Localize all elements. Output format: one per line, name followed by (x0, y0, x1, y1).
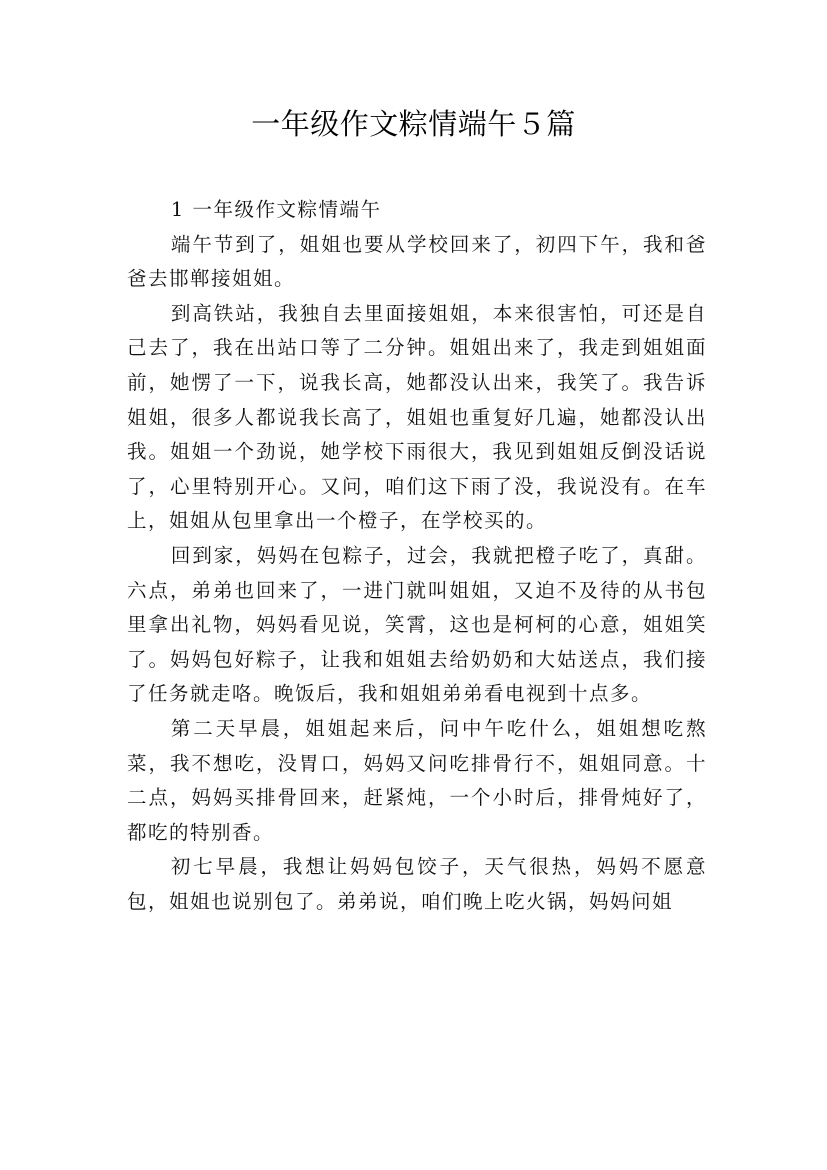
document-title: 一年级作文粽情端午５篇 (251, 107, 576, 141)
paragraph: 回到家，妈妈在包粽子，过会，我就把橙子吃了，真甜。六点，弟弟也回来了，一进门就叫姐姐，又迫不及待的从书包里拿出礼物，妈妈看见说，笑霄，这也是柯柯的心意，姐姐笑了。妈妈包好粽子，让我和姐姐去给奶奶和大姑送点，我们接了任务就走咯。晚饭后，我和姐姐弟弟看电视到十点多。 (127, 543, 707, 706)
section-heading: 1 一年级作文粽情端午 (170, 198, 382, 221)
paragraph: 第二天早晨，姐姐起来后，问中午吃什么，姐姐想吃熬菜，我不想吃，没胃口，妈妈又问吃排骨行不，姐姐同意。十二点，妈妈买排骨回来，赶紧炖，一个小时后，排骨炖好了，都吃的特别香。 (127, 716, 707, 844)
paragraph: 端午节到了，姐姐也要从学校回来了，初四下午，我和爸爸去邯郸接姐姐。 (127, 232, 707, 291)
document-body (127, 193, 707, 919)
paragraph: 到高铁站，我独自去里面接姐姐，本来很害怕，可还是自己去了，我在出站口等了二分钟。姐姐出来了，我走到姐姐面前，她愣了一下，说我长高，她都没认出来，我笑了。我告诉姐姐，很多人都说我长高了，姐姐也重复好几遍，她都没认出我。姐姐一个劲说，她学校下雨很大，我见到姐姐反倒没话说了，心里特别开心。又问，咱们这下雨了没，我说没有。在车上，姐姐从包里拿出一个橙子，在学校买的。 (127, 301, 707, 533)
paragraph: 初七早晨，我想让妈妈包饺子，天气很热，妈妈不愿意包，姐姐也说别包了。弟弟说，咱们晚上吃火锅，妈妈问姐 (127, 855, 707, 913)
